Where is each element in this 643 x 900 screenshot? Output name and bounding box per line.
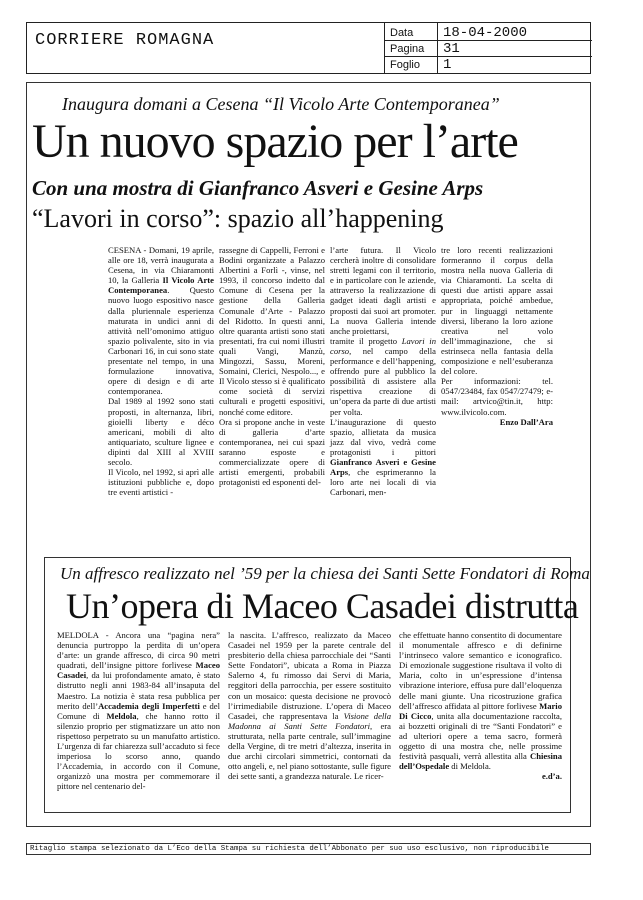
paragraph: la nascita. L’affresco, realizzato da Maceo Casadei nel 1959 per la parete centrale del presbiterio della chiesa parrocchiale dei “Santi Sette Fondatori”, ubicata a Roma in Piazza Salerno 4, fu rimosso dai Servi di Maria, reggitori della parrocchia, per essere sostituito con un mosaico: questa decisione ne provocò l’irrimediabile distruzione. L’opera di Maceo Casadei, che rappresentava la Visione della Madonna ai Santi Sette Fondatori, era strutturata, nella parte centrale, sull’immagine della Vergine, di tre metri d’altezza, inserita in due archi circolari simmetrici, contornati da otto angeli, e, nel piano sottostante, sulle figure dei sette santi, a grandezza naturale. Le ricer-: [228, 630, 391, 782]
paragraph: tre loro recenti realizzazioni formeranno il corpus della mostra nella nuova Galleria di via Chiaramonti. La scelta di questi due artisti appare assai appropriata, poiché ambedue, pur in linguaggi nettamente diversi, liberano la loro azione creativa nel volo dell’immaginazione, che si estrinseca nella fantasia della composizione e nell’esuberanza del colore.: [441, 245, 553, 377]
article1-column-1: [108, 245, 214, 497]
paragraph: Per informazioni: tel. 0547/23484, fax 0547/27479; e-mail: artvico@tin.it, http: www.ilvicolo.com.: [441, 376, 553, 417]
clipping-header: [26, 22, 591, 74]
article1-subtitle2: “Lavori in corso”: spazio all’happening: [32, 204, 444, 233]
paragraph: rassegne di Cappelli, Ferroni e Bodini organizzate a Palazzo Albertini a Forlì -, vinse, nel 1993, il concorso indetto dal Comune di Cesena per la gestione della Galleria Comunale d’Arte - Palazzo del Ridotto. In questi anni, oltre quaranta artisti sono stati presentati, fra cui nomi illustri quali Vangi, Manzù, Mingozzi, Sassu, Moreni, Somaini, Clerici, Nespolo..., e Il Vicolo stesso si è qualificato come società di servizi culturali e progetti espositivi, nonché come editore.: [219, 245, 325, 417]
article1-kicker: Inaugura domani a Cesena “Il Vicolo Arte Contemporanea”: [62, 94, 500, 114]
article1-subtitle: Con una mostra di Gianfranco Asveri e Gesine Arps: [32, 176, 484, 200]
date-row: [385, 25, 592, 41]
sheet-value: 1: [443, 57, 452, 73]
paragraph: L’inaugurazione di questo spazio, allietata da musica jazz dal vivo, vedrà come protagonisti i pittori Gianfranco Asveri e Gesine Arps, che esprimeranno la loro arte nei locali di via Carbonari, men-: [330, 416, 436, 498]
paragraph: Dal 1989 al 1992 sono stati proposti, in alternanza, libri, gioielli liberty e déco americani, mobili di alto antiquariato, sculture lignee e dipinti dal XIII al XVIII secolo.: [108, 396, 214, 467]
page-row: [385, 41, 592, 57]
article1-column-4: [441, 245, 553, 427]
sheet-row: [385, 57, 592, 73]
copyright-footer: Ritaglio stampa selezionato da L’Eco della Stampa su richiesta dell’Abbonato per suo uso esclusivo, non riproducibile: [26, 843, 591, 855]
article2-column-3: [399, 630, 562, 781]
article1-title: Un nuovo spazio per l’arte: [32, 115, 518, 168]
paragraph: tramite il progetto Lavori in corso, nel campo della performance e dell’happening, offrendo pure al pubblico la possibilità di assistere alla rispettiva creazione di un’opera da parte di due artisti per volta.: [330, 335, 436, 417]
article2-column-1: [57, 630, 220, 792]
article2-title: Un’opera di Maceo Casadei distrutta: [66, 586, 579, 626]
clipping-metadata: [384, 23, 591, 73]
page-value: 31: [443, 41, 460, 57]
paragraph: l’arte futura. Il Vicolo cercherà inoltre di consolidare stretti legami con il territorio, e in particolare con le aziende, attraverso la realizzazione di gadget ideati dagli artisti e proposti dai suoi art promoter. La nuova Galleria intende anche proiettarsi,: [330, 245, 436, 336]
author-signature: Enzo Dall’Ara: [499, 416, 553, 427]
article1-column-3: [330, 245, 436, 497]
author-signature: e.d’a.: [541, 771, 562, 782]
paragraph: Il Vicolo, nel 1992, si aprì alle istituzioni pubbliche e, dopo tre eventi artistici -: [108, 467, 214, 498]
paragraph: MELDOLA - Ancora una “pagina nera” denuncia purtroppo la perdita di un’opera d’arte: un grande affresco, di circa 90 metri quadrati, dell’insigne pittore forlivese Maceo Casadei, da lui profondamente amato, è stato distrutto negli anni 1983-84 all’insaputa del Maestro. La notizia è stata resa pubblica per merito dell’Accademia degli Imperfetti e del Comune di Meldola, che hanno rotto il silenzio proprio per stigmatizzare un atto non rispettoso perpetrato su un manufatto artistico. L’urgenza di far chiarezza sull’accaduto si fece imperiosa lo scorso anno, quando l’Accademia, in accordo con il Comune, organizzò una mostra per commemorare il pittore nel centenario del-: [57, 630, 220, 792]
article2-kicker: Un affresco realizzato nel ’59 per la chiesa dei Santi Sette Fondatori di Roma: [60, 564, 590, 583]
date-value: 18-04-2000: [443, 25, 528, 41]
paragraph: CESENA - Domani, 19 aprile, alle ore 18, verrà inaugurata a Cesena, in via Chiaramonti 10, la Galleria Il Vicolo Arte Contemporanea. Questo nuovo luogo espositivo nasce dalla pluriennale esperienza maturata in undici anni di attività nell’omonimo attiguo spazio polivalente, sito in via Carbonari 16, in cui sono state presentate nel tempo, in una formulazione innovativa, opere di design e di arte contemporanea.: [108, 245, 214, 397]
paragraph: che effettuate hanno consentito di documentare il monumentale affresco e di definirne l’intrinseco valore semantico e iconografico. Di emozionale suggestione risultava il volto di Maria, colto in un’espressione d’intensa vibrazione interiore, effusa pure dall’eloquenza delle mani giunte. Una ricostruzione grafica dell’affresco affidata al pittore forlivese Mario Di Cicco, unita alla documentazione raccolta, ai bozzetti originali di tre “Santi Fondatori” e ad ulteriori opere a tema sacro, formerà oggetto di una mostra che, nelle prossime festività pasquali, verrà allestita alla Chiesina dell’Ospedale di Meldola.: [399, 630, 563, 772]
publication-name: CORRIERE ROMAGNA: [35, 31, 215, 50]
sheet-label: Foglio: [390, 59, 420, 71]
date-label: Data: [390, 27, 414, 39]
article1-column-2: [219, 245, 325, 487]
paragraph: Ora si propone anche in veste di galleria d’arte contemporanea, nei cui spazi saranno esposte e commercializzate opere di artisti emergenti, probabili protagonisti ed esponenti del-: [219, 416, 325, 488]
page-label: Pagina: [390, 43, 425, 55]
article2-column-2: [228, 630, 391, 781]
